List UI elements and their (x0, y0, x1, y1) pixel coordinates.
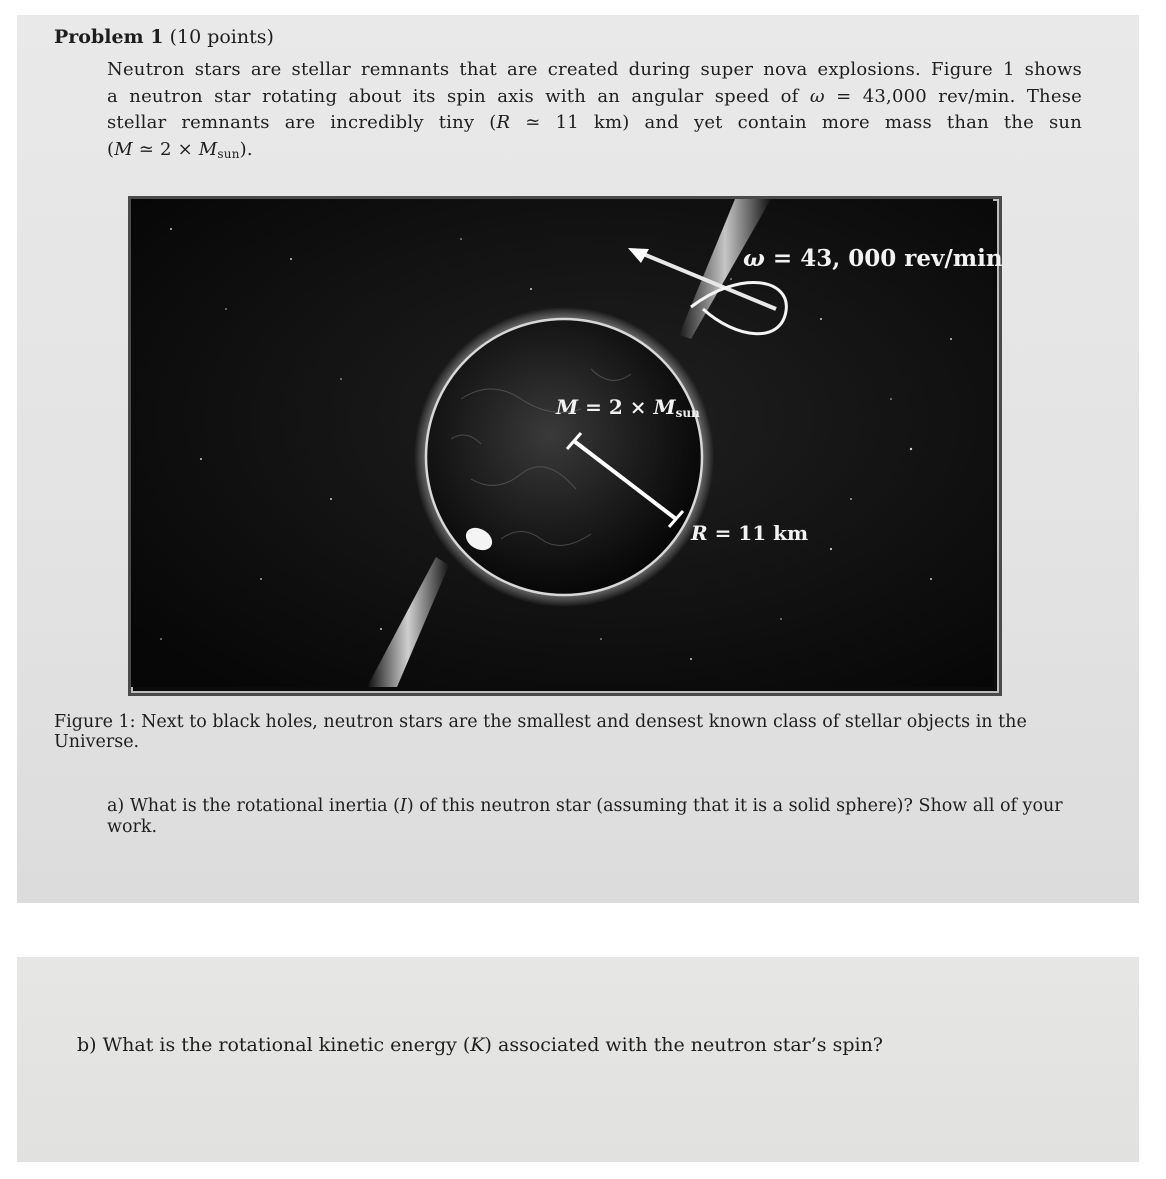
figure-caption: Figure 1: Next to black holes, neutron stars are the smallest and densest known class of stellar objects in the Universe. (54, 712, 1027, 752)
intro-line-2: a neutron star rotating about its spin axis with an angular speed of ω = 43,000 rev/min. These (107, 85, 1082, 107)
neutron-star-sphere (426, 319, 702, 595)
mass-label: $M = 2 \times M_{sun}$ (556, 395, 700, 420)
question-a: a) What is the rotational inertia (I) of this neutron star (assuming that it is a solid sphere)? Show all of your work. (107, 796, 1063, 837)
problem-number: Problem 1 (54, 26, 164, 48)
problem-sheet (17, 15, 1139, 903)
intro-line-1: Neutron stars are stellar remnants that are created during super nova explosions. Figure 1 shows (107, 59, 1082, 80)
intro-line-4: (M ≃ $2 \times M_{sun}$). (107, 138, 253, 161)
question-b: b) What is the rotational kinetic energy (K) associated with the neutron star’s spin? (77, 1034, 883, 1056)
angular-speed-label: ω = 43, 000 rev/min (743, 245, 1003, 272)
intro-line-3: stellar remnants are incredibly tiny (R ≃ 11 km) and yet contain more mass than the sun (107, 112, 1082, 133)
answer-sheet (17, 957, 1139, 1162)
radius-label: R = 11 km (691, 521, 809, 545)
problem-title (54, 26, 274, 48)
problem-points: (10 points) (169, 26, 274, 48)
neutron-star-illustration (131, 199, 993, 687)
neutron-star-figure (128, 196, 1002, 696)
problem-intro (107, 57, 1082, 167)
